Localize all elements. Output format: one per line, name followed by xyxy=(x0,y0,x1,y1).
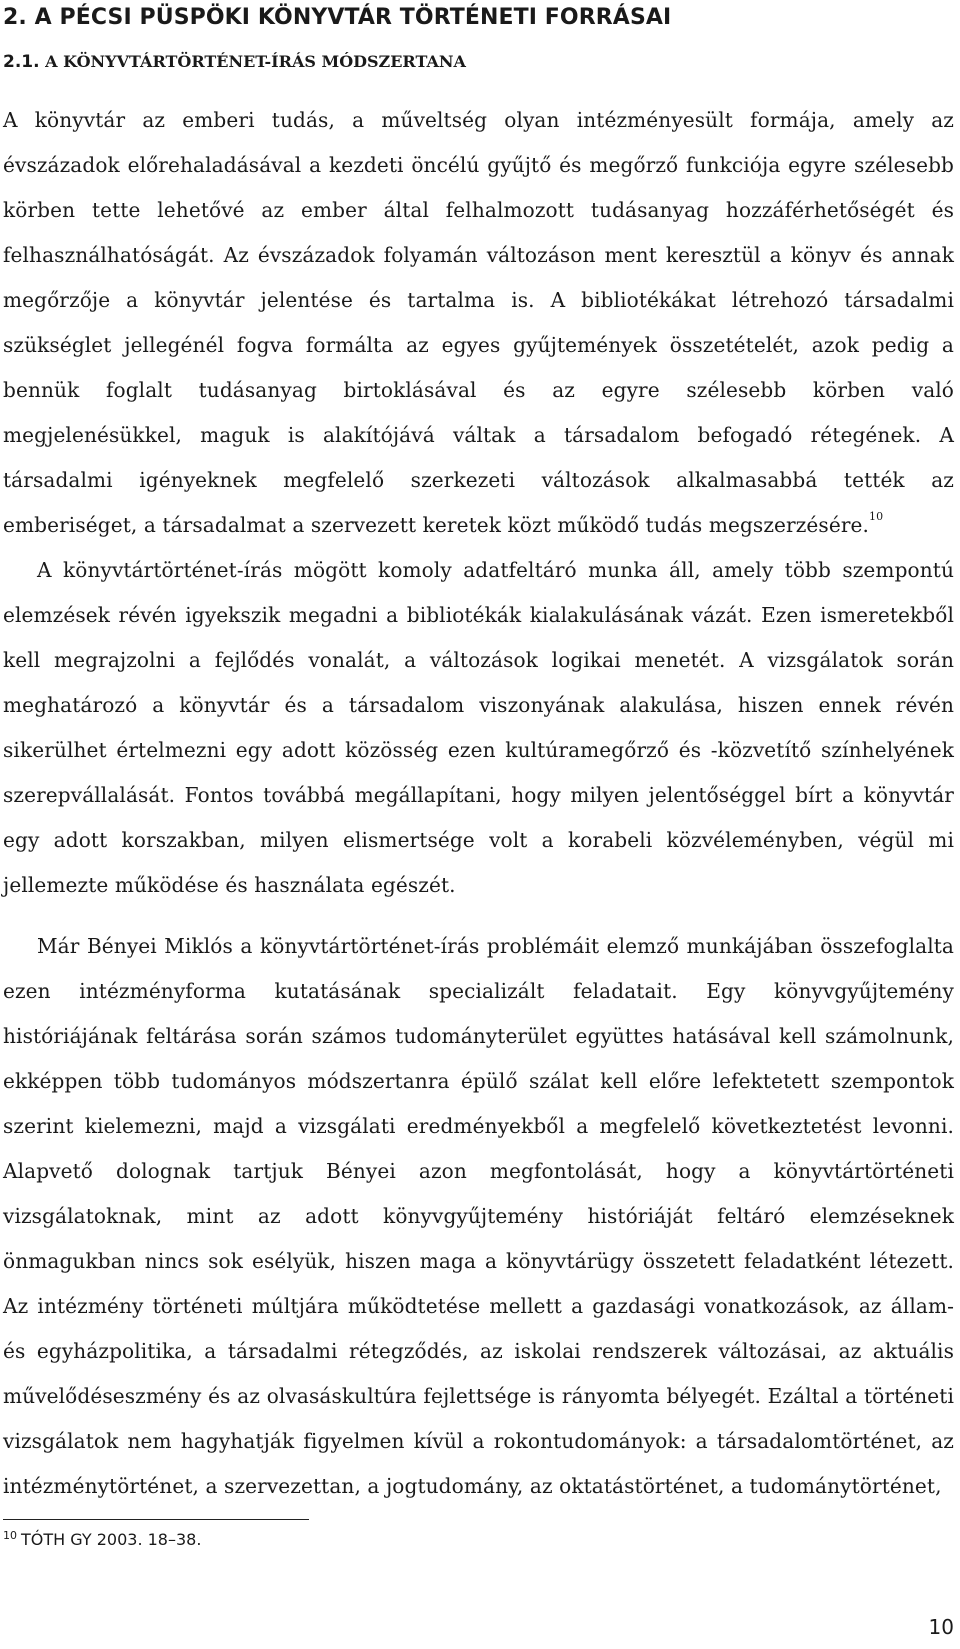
chapter-heading: 2. A PÉCSI PÜSPÖKI KÖNYVTÁR TÖRTÉNETI FORRÁSAI xyxy=(3,5,672,30)
section-number: 2.1. xyxy=(3,52,40,72)
section-heading xyxy=(3,50,466,74)
footnote-author: TÓTH GY xyxy=(21,1530,92,1549)
page-number: 10 xyxy=(928,1615,954,1639)
document-page xyxy=(3,0,954,1649)
paragraph-1 xyxy=(3,98,954,548)
footnote-reference[interactable]: 10 xyxy=(869,510,884,523)
body-text xyxy=(3,98,954,1509)
paragraph-2: A könyvtártörténet-írás mögött komoly adatfeltáró munka áll, amely több szempontú elemzések révén igyekszik megadni a bibliotékák kialakulásának vázát. Ezen ismeretekből kell megrajzolni a fejlődés vonalát, a változások logikai menetét. A vizsgálatok során meghatározó a könyvtár és a társadalom viszonyának alakulása, hiszen ennek révén sikerülhet értelmezni egy adott közösség ezen kultúramegőrző és -közvetítő színhelyének szerepvállalását. Fontos továbbá megállapítani, hogy milyen jelentőséggel bírt a könyvtár egy adott korszakban, milyen elismertsége volt a korabeli közvéleményben, végül mi jellemezte működése és használata egészét. xyxy=(3,558,954,897)
paragraph-1-text: A könyvtár az emberi tudás, a műveltség olyan intézményesült formája, amely az évszázadok előrehaladásával a kezdeti öncélú gyűjtő és megőrző funkciója egyre szélesebb körben tette lehetővé az ember által felhalmozott tudásanyag hozzáférhetőségét és felhasználhatóságát. Az évszázadok folyamán változáson ment keresztül a könyv és annak megőrzője a könyvtár jelentése és tartalma is. A bibliotékákat létrehozó társadalmi szükséglet jellegénél fogva formálta az egyes gyűjtemények összetételét, azok pedig a bennük foglalt tudásanyag birtoklásával és az egyre szélesebb körben való megjelenésükkel, maguk is alakítójává váltak a társadalom befogadó rétegének. A társadalmi igényeknek megfelelő szerkezeti változások alkalmasabbá tették az emberiséget, a társadalmat a szervezett keretek közt működő tudás megszerzésére. xyxy=(3,108,954,537)
footnote xyxy=(3,1524,201,1552)
footnote-number: 10 xyxy=(3,1529,17,1542)
section-title: A KÖNYVTÁRTÖRTÉNET-ÍRÁS MÓDSZERTANA xyxy=(45,52,466,71)
footnote-citation: 2003. 18–38. xyxy=(96,1530,202,1549)
paragraph-3: Már Bényei Miklós a könyvtártörténet-írás problémáit elemző munkájában összefoglalta ezen intézményforma kutatásának specializált feladatait. Egy könyvgyűjtemény históriájának feltárása során számos tudományterület együttes hatásával kell számolnunk, ekképpen több tudományos módszertanra épülő szálat kell előre lefektetett szempontok szerint kielemezni, majd a vizsgálati eredményekből a megfelelő következtetést levonni. Alapvető dolognak tartjuk Bényei azon megfontolását, hogy a könyvtártörténeti vizsgálatoknak, mint az adott könyvgyűjtemény históriáját feltáró elemzéseknek önmagukban nincs sok esélyük, hiszen maga a könyvtárügy összetett feladatként létezett. Az intézmény történeti múltjára működtetése mellett a gazdasági vonatkozások, az állam- és egyházpolitika, a társadalmi rétegződés, az iskolai rendszerek változásai, az aktuális művelődéseszmény és az olvasáskultúra fejlettsége is rányomta bélyegét. Ezáltal a történeti vizsgálatok nem hagyhatják figyelmen kívül a rokontudományok: a társadalomtörténet, az intézménytörténet, a szervezettan, a jogtudomány, az oktatástörténet, a tudománytörténet, xyxy=(3,934,954,1498)
footnote-divider xyxy=(3,1519,309,1520)
